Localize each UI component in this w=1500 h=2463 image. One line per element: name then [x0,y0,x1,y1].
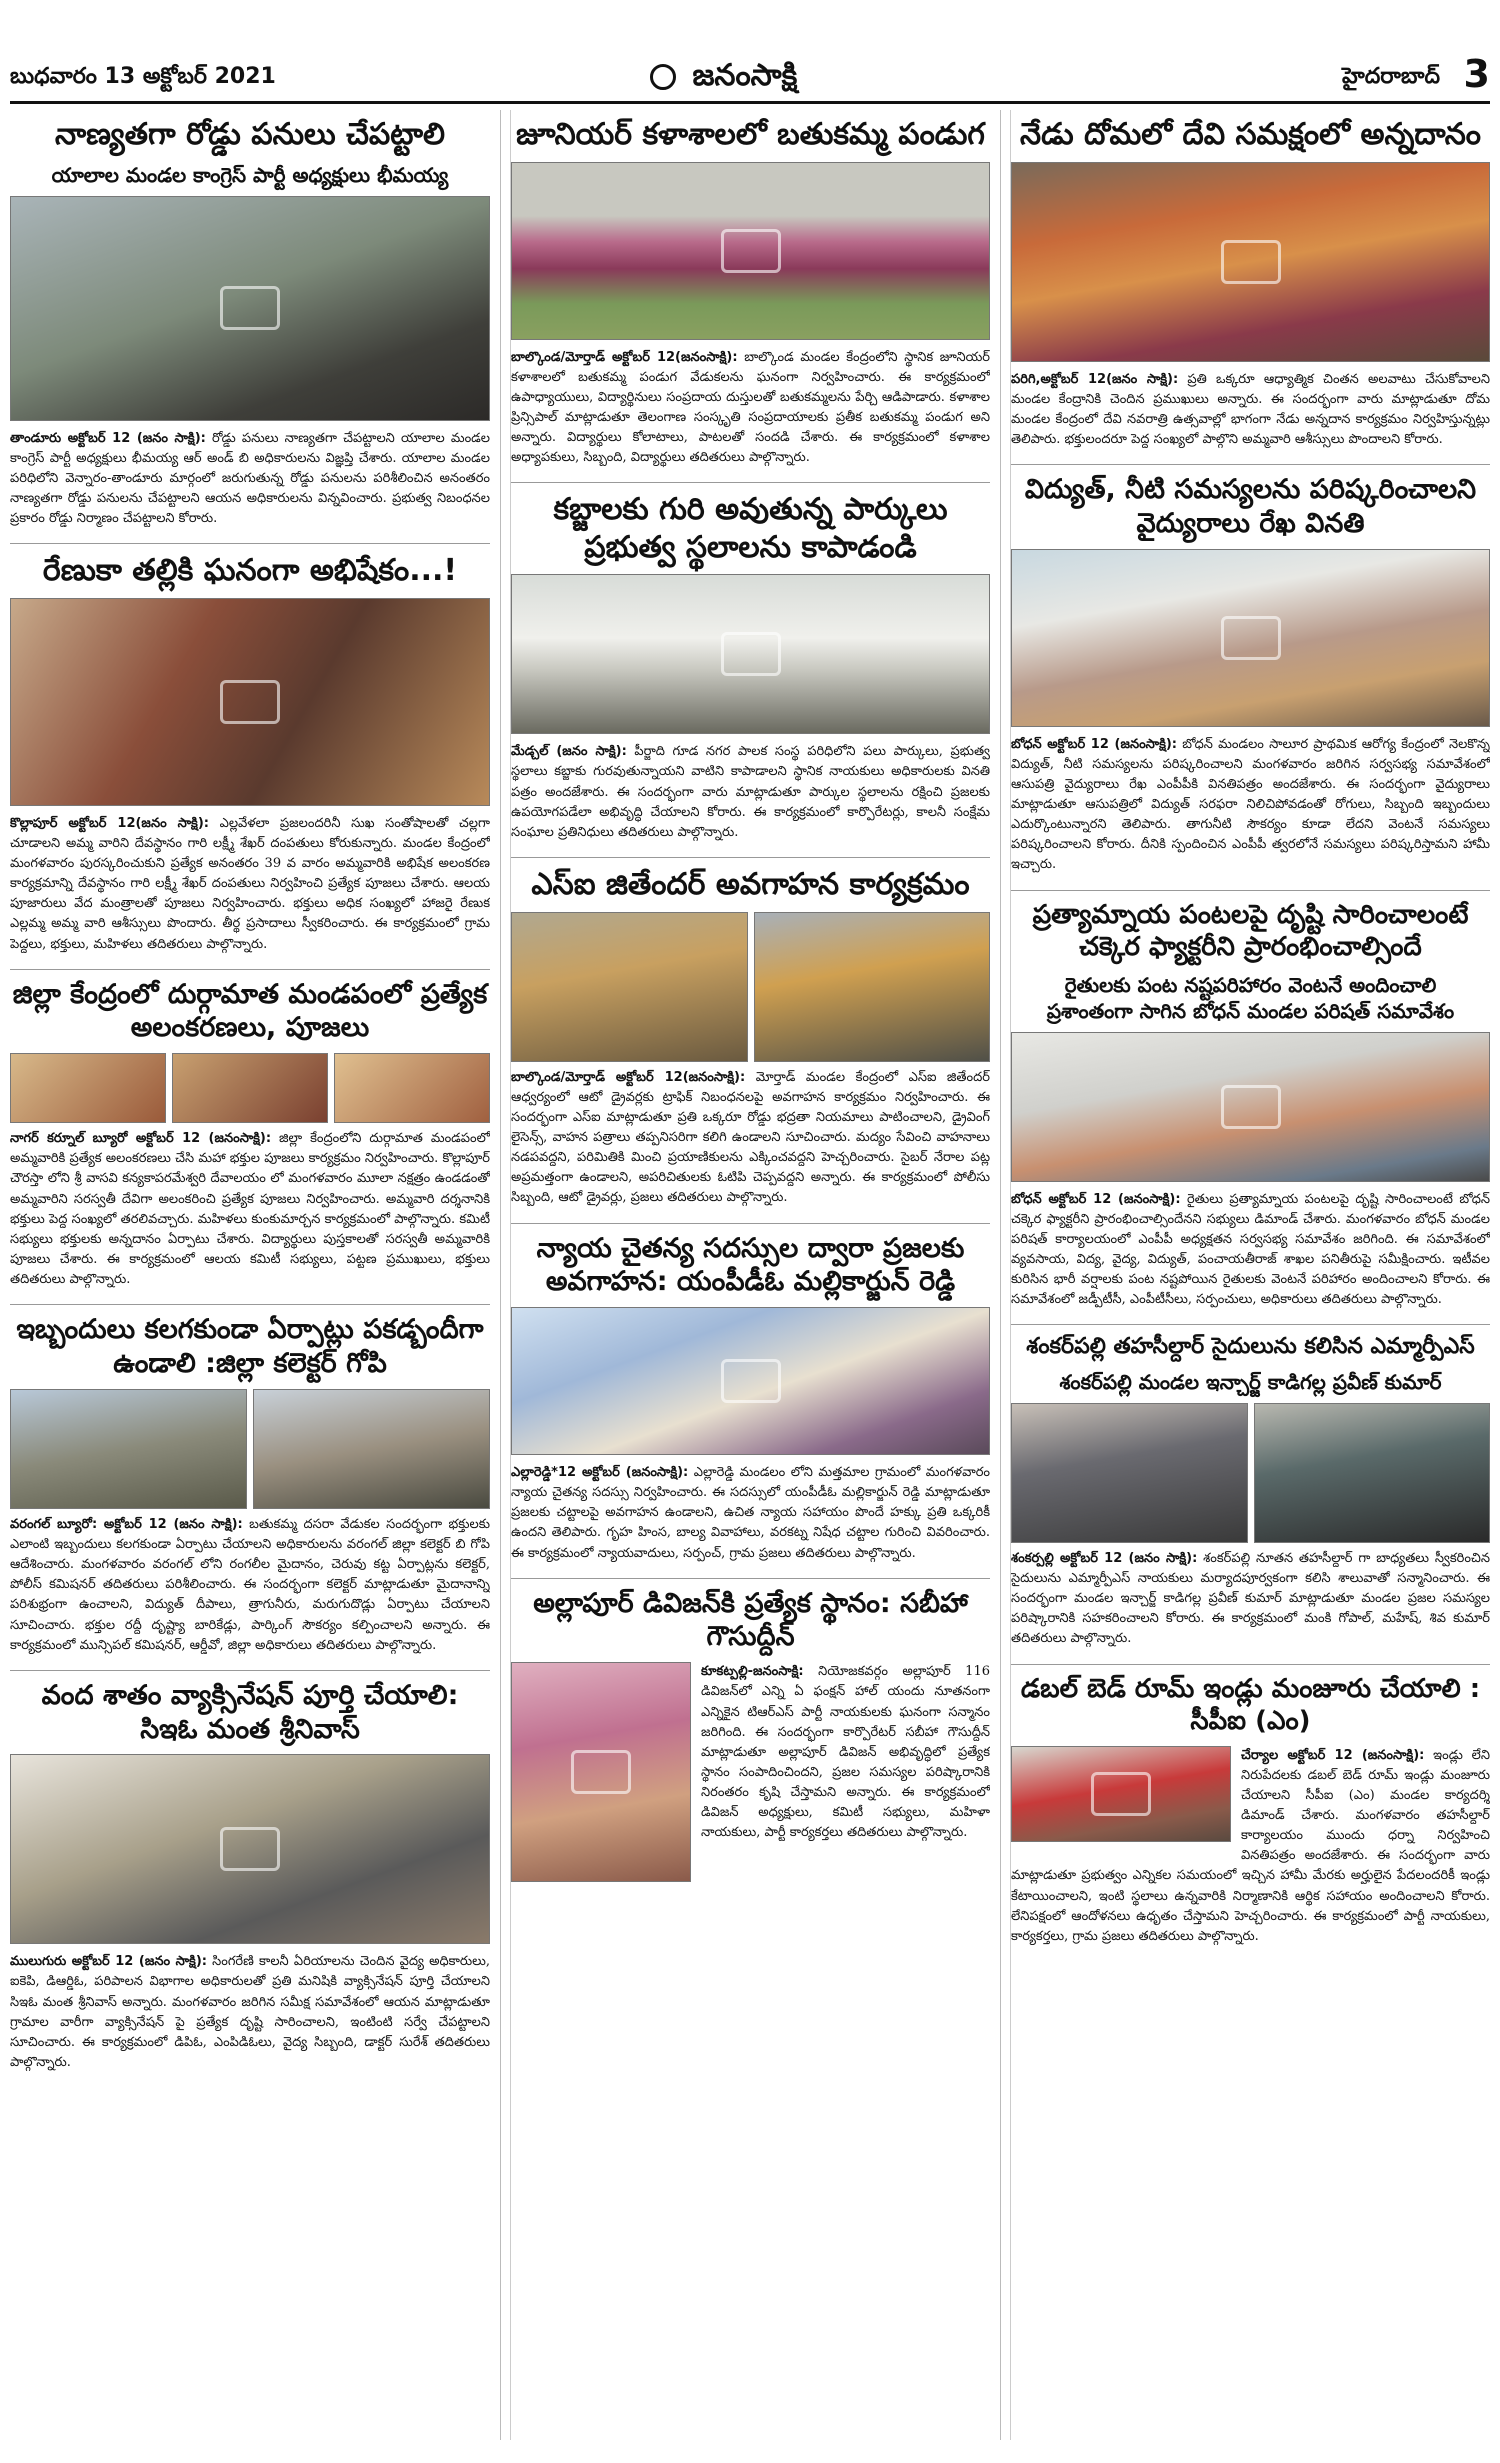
article-allapur-division [511,1587,990,1844]
article-vaccination [10,1679,490,2073]
article-headline: అల్లాపూర్ డివిజన్‌కి ప్రత్యేక స్థానం: సబీహా గౌసుద్దీన్ [533,1587,968,1653]
photo-icon [571,1750,631,1794]
photo-icon [721,1359,781,1403]
article-byline: బాల్కొండ/మోర్తాడ్ అక్టోబర్ 12(జనంసాక్షి): [511,1069,746,1085]
article-headline: నేడు దోమలో దేవి సమక్షంలో అన్నదానం [1020,117,1481,152]
article-body: బోధన్ మండలం సాలూర ప్రాథమిక ఆరోగ్య కేంద్రంలో నెలకొన్న విద్యుత్, నీటి సమస్యలను పరిష్కరించాలని మంగళవారం జరిగిన సర్వసభ్య సమావేశంలో ఆసుపత్రి వైద్యురాలు రేఖ ఎంపీపీకి వినతిపత్రం అందజేశారు. ఈ సందర్భంగా వైద్యురాలు మాట్లాడుతూ ఆసుపత్రిలో విద్యుత్ సరఫరా నిలిచిపోవడంతో రోగులు, సిబ్బంది ఇబ్బందులు ఎదుర్కొంటున్నారని తెలిపారు. తాగునీటి సౌకర్యం కూడా లేదని వెంటనే సమస్యలు పరిష్కరించాలని కోరారు. దీనికి స్పందించిన ఎంపీపీ త్వరలోనే సమస్యలు పరిష్కరిస్తామని హామీ ఇచ్చారు. [1011,736,1490,873]
article-photo [511,1307,990,1455]
article-byline: బాల్కొండ/మోర్తాడ్ అక్టోబర్ 12(జనంసాక్షి): [511,349,738,365]
article-photo [172,1053,328,1123]
photo-icon [1221,1085,1281,1129]
article-body: ఎల్లారెడ్డి మండలం లోని మత్తమాల గ్రామంలో మంగళవారం న్యాయ చైతన్య సదస్సు నిర్వహించారు. ఈ సదస్సులో యంపీడీఓ మల్లికార్జున్ రెడ్డి మాట్లాడుతూ ప్రజలకు చట్టాలపై అవగాహన ఉండాలని, ఉచిత న్యాయ సహాయం పొందే హక్కు ప్రతి ఒక్కరికీ ఉందని తెలిపారు. గృహ హింస, బాల్య వివాహాలు, వరకట్న నిషేధ చట్టాల గురించి వివరించారు. ఈ కార్యక్రమంలో న్యాయవాదులు, సర్పంచ్, గ్రామ ప్రజలు తదితరులు పాల్గొన్నారు. [511,1465,990,1561]
article-photo [10,1053,166,1123]
article-headline: విద్యుత్, నీటి సమస్యలను పరిష్కరించాలని వైద్యురాలు రేఖ వినతి [1024,474,1477,539]
article-body: రోడ్డు పనులు నాణ్యతగా చేపట్టాలని యాలాల మండల కాంగ్రెస్ పార్టీ అధ్యక్షులు భీమయ్య ఆర్ అండ్ బి అధికారులను విజ్ఞప్తి చేశారు. యాలాల మండల పరిధిలోని వెన్నారం-తాండూరు మార్గంలో జరుగుతున్న రోడ్డు పనులను పరిశీలించిన అనంతరం నాణ్యతగా రోడ్డు పనులను చేపట్టాలని ఆయన అధికారులను విన్నవించారు. ప్రభుత్వ నిబంధనల ప్రకారం రోడ్డు నిర్మాణం చేపట్టాలని కోరారు. [10,430,490,527]
article-headline: జిల్లా కేంద్రంలో దుర్గామాత మండపంలో ప్రత్యేక అలంకరణలు, పూజలు [12,978,488,1044]
article-photo [1011,549,1490,727]
article-photo [1011,1032,1490,1182]
article-byline: నాగర్ కర్నూల్ బ్యూరో అక్టోబర్ 12 (జనంసాక్షి): [10,1131,272,1147]
article-road-works [10,116,490,529]
column-1 [10,110,490,2440]
article-body: నియోజకవర్గం అల్లాపూర్ 116 డివిజన్‌లో ఎన్ని ఏ ఫంక్షన్ హాల్ యందు నూతనంగా ఎన్నికైన టిఆర్ఎస్ పార్టీ నాయకులకు ఘనంగా సన్మానం జరిగింది. ఈ సందర్భంగా కార్పొరేటర్ సబీహా గౌసుద్దీన్ మాట్లాడుతూ అల్లాపూర్ డివిజన్ అభివృద్ధిలో ప్రత్యేక స్థానం సంపాదించిందని, ప్రజల సమస్యల పరిష్కారానికి నిరంతరం కృషి చేస్తామని అన్నారు. ఈ కార్యక్రమంలో డివిజన్ అధ్యక్షులు, కమిటీ సభ్యులు, మహిళా నాయకులు, పార్టీ కార్యకర్తలు తదితరులు పాల్గొన్నారు. [701,1664,990,1841]
article-photo [511,162,990,340]
article-body: మోర్తాడ్ మండల కేంద్రంలో ఎస్ఐ జితేందర్ ఆధ్వర్యంలో ఆటో డ్రైవర్లకు ట్రాఫిక్ నిబంధనలపై అవగాహన కార్యక్రమం నిర్వహించారు. ఈ సందర్భంగా ఎస్ఐ మాట్లాడుతూ ప్రతి ఒక్కరూ రోడ్డు భద్రతా నియమాలు పాటించాలని, డ్రైవింగ్ లైసెన్స్, వాహన పత్రాలు తప్పనిసరిగా కలిగి ఉండాలని సూచించారు. మద్యం సేవించి వాహనాలు నడపవద్దని, పరిమితికి మించి ప్రయాణికులను ఎక్కించవద్దని హెచ్చరించారు. సైబర్ నేరాల పట్ల అప్రమత్తంగా ఉండాలని, అపరిచితులకు ఓటిపి చెప్పవద్దని అన్నారు. ఈ కార్యక్రమంలో పోలీసు సిబ్బంది, ఆటో డ్రైవర్లు, ప్రజలు తదితరులు పాల్గొన్నారు. [511,1069,990,1206]
article-double-bedroom [1011,1673,1490,1947]
article-byline: పరిగి,అక్టోబర్ 12(జనం సాక్షి): [1011,371,1179,387]
article-photo [1011,1746,1231,1842]
article-body: బతుకమ్మ దసరా వేడుకల సందర్భంగా భక్తులకు ఎలాంటి ఇబ్బందులు కలగకుండా ఏర్పాటు చేయాలని అధికారులను వరంగల్ జిల్లా కలెక్టర్ బి గోపి ఆదేశించారు. మంగళవారం వరంగల్ లోని రంగలీల మైదానం, చెరువు కట్ట ఏర్పాట్లను కలెక్టర్, పోలీస్ కమిషనర్ తదితరులు పరిశీలించారు. ఈ సందర్భంగా కలెక్టర్ మాట్లాడుతూ మైదానాన్ని పరిశుభ్రంగా ఉంచాలని, విద్యుత్ దీపాలు, త్రాగునీరు, మరుగుదొడ్లు ఏర్పాటు చేయాలని సూచించారు. భక్తుల రద్దీ దృష్ట్యా బారికేడ్లు, పార్కింగ్ సౌకర్యం కల్పించాలని అన్నారు. ఈ కార్యక్రమంలో మున్సిపల్ కమిషనర్, ఆర్డీవో, జిల్లా అధికారులు తదితరులు పాల్గొన్నారు. [10,1516,490,1653]
article-body: ఎల్లవేళలా ప్రజలందరినీ సుఖ సంతోషాలతో చల్లగా చూడాలని అమ్మ వారిని దేవస్థానం గారి లక్ష్మీ శేఖర్ దంపతులు కోరుకున్నారు. మండల కేంద్రంలో మంగళవారం పురస్కరించుకుని ప్రత్యేక అనంతరం 39 వ వారం అమ్మవారికి అభిషేక అలంకరణ కార్యక్రమాన్ని దేవస్థానం గారి లక్ష్మీ శేఖర్ దంపతులు నిర్వహించి ప్రత్యేక పూజలు చేశారు. ఆలయ పూజారులు వేద మంత్రాలతో పూజలు నిర్వహించారు. భక్తులు అధిక సంఖ్యలో హాజరై రేణుక ఎల్లమ్మ అమ్మ వారి ఆశీస్సులు పొందారు. తీర్థ ప్రసాదాలు స్వీకరించారు. ఈ కార్యక్రమంలో గ్రామ పెద్దలు, భక్తులు, మహిళలు తదితరులు పాల్గొన్నారు. [10,815,490,952]
article-parks-encroachment [511,491,990,843]
photo-icon [721,229,781,273]
article-photo [754,912,991,1062]
article-headline: ఎస్ఐ జితేందర్ అవగాహన కార్యక్రమం [531,867,970,903]
article-body: జిల్లా కేంద్రంలోని దుర్గామాత మండపంలో అమ్మవారికి ప్రత్యేక అలంకరణలు చేసి మహా భక్తుల పూజలు కార్యక్రమం నిర్వహించారు. కొల్లాపూర్ చౌరస్తా లోని శ్రీ వాసవి కన్యకాపరమేశ్వరి దేవాలయం లో మంగళవారం మూలా నక్షత్రం ఉండడంతో అమ్మవారిని సరస్వతీ దేవిగా అలంకరించి ప్రత్యేక పూజలు నిర్వహించారు. అమ్మవారి దర్శనానికి భక్తులు పెద్ద సంఖ్యలో తరలివచ్చారు. మహిళలు కుంకుమార్చన కార్యక్రమంలో పాల్గొన్నారు. కమిటీ సభ్యులు భక్తులకు అన్నదానం ఏర్పాటు చేశారు. విద్యార్థులు పుస్తకాలతో సరస్వతీ అమ్మవారికి పూజలు చేశారు. ఈ కార్యక్రమంలో ఆలయ కమిటీ సభ్యులు, పట్టణ ప్రముఖులు, భక్తులు తదితరులు పాల్గొన్నారు. [10,1131,490,1288]
photo-icon [220,1827,280,1871]
article-headline: ఇబ్బందులు కలగకుండా ఏర్పాట్లు పకడ్బందీగా ఉండాలి :జిల్లా కలెక్టర్ గోపి [16,1314,484,1380]
article-photo [511,912,748,1062]
article-annadanam [1011,116,1490,450]
article-headline: రేణుకా తల్లికి ఘనంగా అభిషేకం...! [42,553,458,589]
article-body: ఇండ్లు లేని నిరుపేదలకు డబల్ బెడ్ రూమ్ ఇండ్లు మంజూరు చేయాలని సీపీఐ (ఎం) మండల కార్యదర్శి డిమాండ్ చేశారు. మంగళవారం తహసీల్దార్ కార్యాలయం ముందు ధర్నా నిర్వహించి వినతిపత్రం అందజేశారు. ఈ సందర్భంగా వారు మాట్లాడుతూ ప్రభుత్వం ఎన్నికల సమయంలో ఇచ్చిన హామీ మేరకు అర్హులైన పేదలందరికీ ఇండ్లు కేటాయించాలని, ఇంటి స్థలాలు ఉన్నవారికి నిర్మాణానికి ఆర్థిక సహాయం అందించాలని కోరారు. లేనిపక్షంలో ఆందోళనలు ఉధృతం చేస్తామని హెచ్చరించారు. ఈ కార్యక్రమంలో పార్టీ నాయకులు, కార్యకర్తలు, గ్రామ ప్రజలు తదితరులు పాల్గొన్నారు. [1011,1747,1490,1944]
article-headline: వంద శాతం వ్యాక్సినేషన్ పూర్తి చేయాలి: సిఇఓ మంత శ్రీనివాస్ [41,1679,459,1745]
photo-icon [721,632,781,676]
article-renuka-abhishekam [10,552,490,954]
article-legal-awareness [511,1232,990,1564]
edition-city: హైదరాబాద్ [1342,64,1440,89]
article-byline: వరంగల్ బ్యూరో: అక్టోబర్ 12 (జనం సాక్షి): [10,1516,243,1532]
column-divider [500,110,501,2440]
article-byline: శంకర్పల్లి అక్టోబర్ 12 (జనం సాక్షి): [1011,1550,1198,1566]
article-photo [1011,1403,1248,1543]
photo-icon [1221,240,1281,284]
article-byline: ములుగురు అక్టోబర్ 12 (జనం సాక్షి): [10,1954,207,1970]
article-headline: ప్రత్యామ్నాయ పంటలపై దృష్టి సారించాలంటే చక్కెర ఫ్యాక్టరీని ప్రారంభించాల్సిందే [1032,899,1469,963]
article-byline: తాండూరు అక్టోబర్ 12 (జనం సాక్షి): [10,430,206,446]
article-photo [10,1754,490,1944]
article-photo [10,1389,247,1509]
article-byline: బోధన్ అక్టోబర్ 12 (జనంసాక్షి): [1011,1191,1181,1207]
article-mrps-tahsildar [1011,1333,1490,1649]
photo-icon [220,286,280,330]
article-photo [10,196,490,421]
article-headline: డబల్ బెడ్ రూమ్ ఇండ్లు మంజూరు చేయాలి : సీపీఐ (ఎం) [1020,1673,1481,1737]
article-collector-gopi [10,1313,490,1655]
article-doctor-rekha [1011,473,1490,875]
article-photo [253,1389,490,1509]
article-byline: బోధన్ అక్టోబర్ 12 (జనంసాక్షి): [1011,736,1177,752]
article-headline: శంకర్‌పల్లి తహసీల్దార్ సైదులును కలిసిన ఎమ్మార్పీఎస్ [1026,1334,1475,1360]
photo-icon [220,680,280,724]
article-byline: మేడ్చల్ (జనం సాక్షి): [511,744,627,760]
article-photo [511,574,990,734]
article-photo [334,1053,490,1123]
article-body: రైతులు ప్రత్యామ్నాయ పంటలపై దృష్టి సారించాలంటే బోధన్ చక్కెర ఫ్యాక్టరీని ప్రారంభించాల్సిందేనని సభ్యులు డిమాండ్ చేశారు. మంగళవారం బోధన్ మండల పరిషత్ కార్యాలయంలో ఎంపీపీ అధ్యక్షతన సర్వసభ్య సమావేశం జరిగింది. ఈ సమావేశంలో వ్యవసాయ, విద్య, వైద్య, విద్యుత్, పంచాయతీరాజ్ శాఖల పనితీరుపై సమీక్షించారు. ఇటీవల కురిసిన భారీ వర్షాలకు పంట నష్టపోయిన రైతులకు వెంటనే పరిహారం అందించాలని కోరారు. ఈ సమావేశంలో జడ్పీటీసీ, ఎంపీటీసీలు, సర్పంచులు, అధికారులు తదితరులు పాల్గొన్నారు. [1011,1191,1490,1308]
article-body: పీర్జాది గూడ నగర పాలక సంస్థ పరిధిలోని పలు పార్కులు, ప్రభుత్వ స్థలాలు కబ్జాకు గురవుతున్నాయని వాటిని కాపాడాలని స్థానిక నాయకులు అధికారులకు వినతి పత్రం అందజేశారు. ఈ సందర్భంగా వారు మాట్లాడుతూ పార్కుల స్థలాలను రక్షించి ప్రజలకు ఉపయోగపడేలా అభివృద్ధి చేయాలని కోరారు. ఈ కార్యక్రమంలో కార్పొరేటర్లు, కాలనీ సంక్షేమ సంఘాల ప్రతినిధులు తదితరులు పాల్గొన్నారు. [511,744,990,840]
article-bathukamma-college [511,116,990,468]
column-2 [510,110,990,2440]
column-3 [1010,110,1490,2440]
article-photo [10,598,490,806]
article-body: బాల్కొండ మండల కేంద్రంలోని స్థానిక జూనియర్ కళాశాలలో బతుకమ్మ పండుగ వేడుకలను ఘనంగా నిర్వహించారు. ఈ కార్యక్రమంలో ఉపాధ్యాయులు, విద్యార్థినులు సంప్రదాయ దుస్తులతో బతుకమ్మలను పేర్చి ఆడిపాడారు. కళాశాల ప్రిన్సిపాల్ మాట్లాడుతూ తెలంగాణ సంస్కృతి సంప్రదాయాలకు ప్రతీక బతుకమ్మ పండుగ అని అన్నారు. విద్యార్థులు కోలాటాలు, పాటలతో సందడి చేశారు. ఈ కార్యక్రమంలో కళాశాల అధ్యాపకులు, సిబ్బంది, విద్యార్థులు తదితరులు పాల్గొన్నారు. [511,349,990,466]
article-byline: చేర్యాల అక్టోబర్ 12 (జనంసాక్షి): [1241,1747,1425,1763]
article-headline: నాణ్యతగా రోడ్డు పనులు చేపట్టాలి [54,117,446,152]
article-byline: ఎల్లారెడ్డి*12 అక్టోబర్ (జనంసాక్షి): [511,1465,689,1481]
article-photo [511,1662,691,1882]
article-byline: కొల్లాపూర్ అక్టోబర్ 12(జనం సాక్షి): [10,815,209,831]
page-number: 3 [1463,52,1490,96]
article-subhead: యాలాల మండల కాంగ్రెస్ పార్టీ అధ్యక్షులు భీమయ్య [51,162,449,187]
article-body: సింగరేణి కాలనీ ఏరియాలను చెందిన వైద్య అధికారులు, ఐకెపి, డిఆర్డిఓ, పరిపాలన విభాగాల అధికారులతో ప్రతి మనిషికి వ్యాక్సినేషన్ పూర్తి చేయాలని సిఇఓ మంత శ్రీనివాస్ అన్నారు. మంగళవారం జరిగిన సమీక్ష సమావేశంలో ఆయన మాట్లాడుతూ గ్రామాల వారీగా వ్యాక్సినేషన్ పై ప్రత్యేక దృష్టి సారించాలని, ఇంటింటి సర్వే చేపట్టాలని సూచించారు. ఈ కార్యక్రమంలో డిపిఓ, ఎంపిడిఓలు, వైద్య సిబ్బంది, డాక్టర్ సురేశ్ తదితరులు పాల్గొన్నారు. [10,1954,490,2070]
masthead-title: జనంసాక్షి [692,58,798,93]
article-si-jitender [511,866,990,1208]
page-header [10,48,1490,104]
photo-icon [1221,616,1281,660]
article-photo [1254,1403,1491,1543]
article-headline: కబ్జాలకు గురి అవుతున్న పార్కులు ప్రభుత్వ స్థలాలను కాపాడండి [553,492,948,565]
article-subhead: శంకర్‌పల్లి మండల ఇన్చార్జ్ కాడిగల్ల ప్రవీణ్ కుమార్ [1059,1369,1442,1394]
article-sugar-factory [1011,899,1490,1311]
column-divider [1000,110,1001,2440]
article-body: ప్రతి ఒక్కరూ ఆధ్యాత్మిక చింతన అలవాటు చేసుకోవాలని మండల కేంద్రానికి చెందిన ప్రముఖులు అన్నారు. ఈ సందర్భంగా వారు మాట్లాడుతూ దోమ మండల కేంద్రంలో దేవి నవరాత్రి ఉత్సవాల్లో భాగంగా నేడు అన్నదాన కార్యక్రమం నిర్వహిస్తున్నట్లు తెలిపారు. భక్తులందరూ పెద్ద సంఖ్యలో పాల్గొని అమ్మవారి ఆశీస్సులు పొందాలని కోరారు. [1011,371,1490,447]
article-headline: న్యాయ చైతన్య సదస్సుల ద్వారా ప్రజలకు అవగాహన: యంపీడీఓ మల్లికార్జున్ రెడ్డి [536,1232,965,1298]
article-headline: జూనియర్ కళాశాలలో బతుకమ్మ పండుగ [516,117,985,152]
masthead-logo-icon [650,64,676,90]
article-photo [1011,162,1490,362]
article-subhead: రైతులకు పంట నష్టపరిహారం వెంటనే అందించాలి ప్రశాంతంగా సాగిన బోధన్ మండల పరిషత్ సమావేశం [1046,972,1455,1023]
photo-icon [1091,1772,1151,1816]
issue-date: బుధవారం 13 అక్టోబర్ 2021 [10,64,276,89]
article-byline: కూకట్పల్లి-జనంసాక్షి: [701,1664,804,1680]
article-body: శంకర్‌పల్లి నూతన తహసీల్దార్ గా బాధ్యతలు స్వీకరించిన సైదులును ఎమ్మార్పీఎస్ నాయకులు మర్యాదపూర్వకంగా కలిసి శాలువాతో సన్మానించారు. ఈ సందర్భంగా మండల ఇన్చార్జ్ కాడిగల్ల ప్రవీణ్ కుమార్ మాట్లాడుతూ మండల ప్రజల సమస్యల పరిష్కారానికి సహకరించాలని కోరారు. ఈ కార్యక్రమంలో మంకి గోపాల్, మహేష్, శివ కుమార్ తదితరులు పాల్గొన్నారు. [1011,1550,1490,1647]
article-durgamata [10,978,490,1291]
masthead [650,58,797,100]
